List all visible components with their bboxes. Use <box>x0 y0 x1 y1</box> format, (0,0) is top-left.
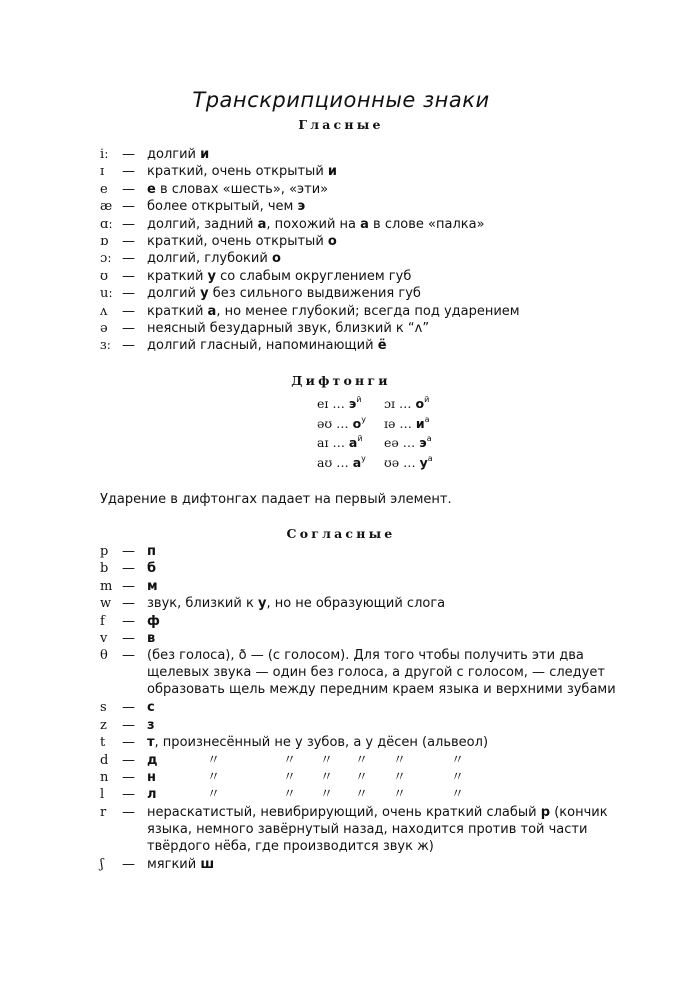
ditto-mark: 〃 <box>283 769 297 785</box>
vowel-row <box>100 198 640 215</box>
diphthong-row <box>317 429 451 449</box>
consonant-description: в <box>147 630 156 646</box>
diphthong-cell: aʊ … $а^у$ <box>317 453 366 470</box>
dash: — <box>122 648 135 664</box>
consonant-description: п <box>147 544 156 559</box>
ipa-symbol: æ <box>100 199 113 215</box>
ditto-mark: 〃 <box>451 752 465 768</box>
ipa-symbol: ʊ <box>100 268 109 284</box>
dash: — <box>122 216 135 232</box>
ipa-symbol: t <box>100 735 106 751</box>
vowel-description: долгий и <box>147 147 210 162</box>
vowel-row <box>100 320 640 337</box>
dash: — <box>122 769 135 785</box>
dash: — <box>122 613 135 629</box>
vowel-description: долгий у без сильного выдвижения губ <box>147 286 421 302</box>
ditto-mark: 〃 <box>207 752 221 768</box>
ipa-symbol: r <box>100 804 107 820</box>
ipa-symbol: b <box>100 561 109 577</box>
vowel-description: долгий, глубокий о <box>147 251 281 267</box>
dash: — <box>122 787 135 803</box>
diphthong-cell: ɪə … $и^а$ <box>384 414 430 431</box>
diphthong-cell: eə … $э^а$ <box>384 434 432 450</box>
ipa-symbol: d <box>100 752 109 768</box>
vowel-description: долгий гласный, напоминающий ё <box>147 338 387 354</box>
dash: — <box>122 251 135 267</box>
ditto-mark: 〃 <box>283 787 297 803</box>
consonant-description: б <box>147 561 157 577</box>
vowel-description: краткий, очень открытый о <box>147 233 337 249</box>
vowel-description: более открытый, чем э <box>147 199 306 215</box>
dash: — <box>122 856 135 872</box>
vowel-row <box>100 163 640 180</box>
vowel-row <box>100 181 640 198</box>
vowels-list <box>100 146 640 355</box>
diphthong-cell: ʊə … $у^а$ <box>384 453 433 470</box>
dash: — <box>122 735 135 751</box>
vowel-row <box>100 250 640 267</box>
dash: — <box>122 320 135 336</box>
consonant-row <box>100 578 640 595</box>
diphthongs-heading: Дифтонги <box>291 373 391 388</box>
vowel-row <box>100 146 640 163</box>
ditto-mark: 〃 <box>451 769 465 785</box>
diphthong-row <box>317 449 451 469</box>
ipa-symbol: uː <box>100 286 113 302</box>
dash: — <box>122 544 135 559</box>
ipa-symbol: ʌ <box>100 303 108 319</box>
ipa-symbol: θ <box>100 648 108 664</box>
vowel-description: краткий а, но менее глубокий; всегда под ударением <box>147 303 520 319</box>
dash: — <box>122 164 135 180</box>
consonant-description: нераскатистый, невибрирующий, очень краткий слабый р (кончик языка, немного завёрнутый назад, находится против той части твёрдого нёба, где производится звук ж) <box>147 804 608 854</box>
ipa-symbol: iː <box>100 147 109 162</box>
ditto-mark: 〃 <box>320 769 334 785</box>
dash: — <box>122 630 135 646</box>
diphthongs-table <box>317 390 451 468</box>
ipa-symbol: n <box>100 769 109 785</box>
ditto-mark: 〃 <box>320 752 334 768</box>
vowel-row <box>100 285 640 302</box>
ipa-symbol: f <box>100 613 105 629</box>
consonant-row <box>100 856 640 873</box>
ipa-symbol: ɒ <box>100 233 109 249</box>
ditto-mark: 〃 <box>451 787 465 803</box>
consonant-description: н 〃 〃 〃 〃 〃 〃 <box>147 769 465 785</box>
dash: — <box>122 147 135 162</box>
ipa-symbol: l <box>100 787 105 803</box>
ipa-symbol: s <box>100 700 107 716</box>
ipa-symbol: v <box>100 630 108 646</box>
ipa-symbol: ə <box>100 320 108 336</box>
consonants-list <box>100 543 640 873</box>
vowel-row <box>100 303 640 320</box>
diphthong-row <box>317 410 451 430</box>
ipa-symbol: ɜː <box>100 338 111 354</box>
ditto-mark: 〃 <box>393 787 407 803</box>
consonant-row <box>100 717 640 734</box>
consonant-row <box>100 595 640 612</box>
consonant-row <box>100 560 640 577</box>
vowel-description: неясный безударный звук, близкий к “ʌ” <box>147 320 430 336</box>
dash: — <box>122 303 135 319</box>
diphthong-row <box>317 390 451 410</box>
dash: — <box>122 717 135 733</box>
consonant-description: л 〃 〃 〃 〃 〃 〃 <box>147 787 465 803</box>
diphthong-cell: aɪ … $а^й$ <box>317 434 363 450</box>
dash: — <box>122 578 135 594</box>
ipa-symbol: e <box>100 181 108 197</box>
consonant-description: ф <box>147 613 160 629</box>
ditto-mark: 〃 <box>393 769 407 785</box>
ipa-symbol: ɑː <box>100 216 113 232</box>
consonant-description: м <box>147 578 158 594</box>
diphthong-cell: əʊ … $о^у$ <box>317 414 366 431</box>
ditto-mark: 〃 <box>207 769 221 785</box>
vowel-row <box>100 233 640 250</box>
consonant-row <box>100 543 640 560</box>
ditto-mark: 〃 <box>393 752 407 768</box>
page-title: Транскрипционные знаки <box>192 88 490 112</box>
ditto-mark: 〃 <box>355 787 369 803</box>
dash: — <box>122 233 135 249</box>
dash: — <box>122 561 135 577</box>
ditto-mark: 〃 <box>283 752 297 768</box>
vowel-description: краткий, очень открытый и <box>147 164 338 180</box>
ditto-mark: 〃 <box>207 787 221 803</box>
vowel-row <box>100 216 640 233</box>
ipa-symbol: ʃ <box>100 856 104 872</box>
consonant-description: с <box>147 700 155 716</box>
diphthong-cell: ɔɪ … $о^й$ <box>384 395 430 411</box>
ditto-mark: 〃 <box>355 769 369 785</box>
dash: — <box>122 338 135 354</box>
ipa-symbol: ɪ <box>100 164 105 180</box>
ipa-symbol: ɔː <box>100 251 112 267</box>
consonant-row <box>100 647 640 698</box>
dash: — <box>122 596 135 612</box>
ditto-mark: 〃 <box>355 752 369 768</box>
consonant-row <box>100 734 640 751</box>
consonant-description: з <box>147 717 155 733</box>
consonant-row <box>100 786 640 803</box>
ipa-symbol: m <box>100 578 113 594</box>
consonant-description: мягкий ш <box>147 856 215 872</box>
consonant-row <box>100 769 640 786</box>
consonants-heading: Согласные <box>286 526 396 541</box>
vowel-description: е в словах «шесть», «эти» <box>147 181 329 197</box>
vowel-row <box>100 337 640 354</box>
dash: — <box>122 700 135 716</box>
diphthong-cell: eɪ … $э^й$ <box>317 395 362 411</box>
stress-note: Ударение в дифтонгах падает на первый элемент. <box>100 492 452 507</box>
dash: — <box>122 286 135 302</box>
vowels-heading: Гласные <box>298 117 384 132</box>
vowel-description: краткий у со слабым округлением губ <box>147 268 412 284</box>
consonant-row <box>100 804 640 855</box>
vowel-description: долгий, задний а, похожий на а в слове «палка» <box>147 216 485 232</box>
consonant-description: звук, близкий к у, но не образующий слога <box>147 596 446 612</box>
dash: — <box>122 181 135 197</box>
ipa-symbol: w <box>100 596 112 612</box>
consonant-row <box>100 752 640 769</box>
consonant-description: т, произнесённый не у зубов, а у дёсен (альвеол) <box>147 735 489 751</box>
ditto-mark: 〃 <box>320 787 334 803</box>
ipa-symbol: z <box>100 717 107 733</box>
consonant-row <box>100 630 640 647</box>
dash: — <box>122 804 135 820</box>
dash: — <box>122 268 135 284</box>
consonant-description: (без голоса), ð — (с голосом). Для того чтобы получить эти два щелевых звука — один без голоса, а другой с голосом, — следует образовать щель между передним краем языка и верхними зубами <box>147 648 616 698</box>
dash: — <box>122 199 135 215</box>
dash: — <box>122 752 135 768</box>
vowel-row <box>100 268 640 285</box>
consonant-description: д 〃 〃 〃 〃 〃 〃 <box>147 752 465 768</box>
consonant-row <box>100 699 640 716</box>
ipa-symbol: p <box>100 544 109 559</box>
consonant-row <box>100 613 640 630</box>
